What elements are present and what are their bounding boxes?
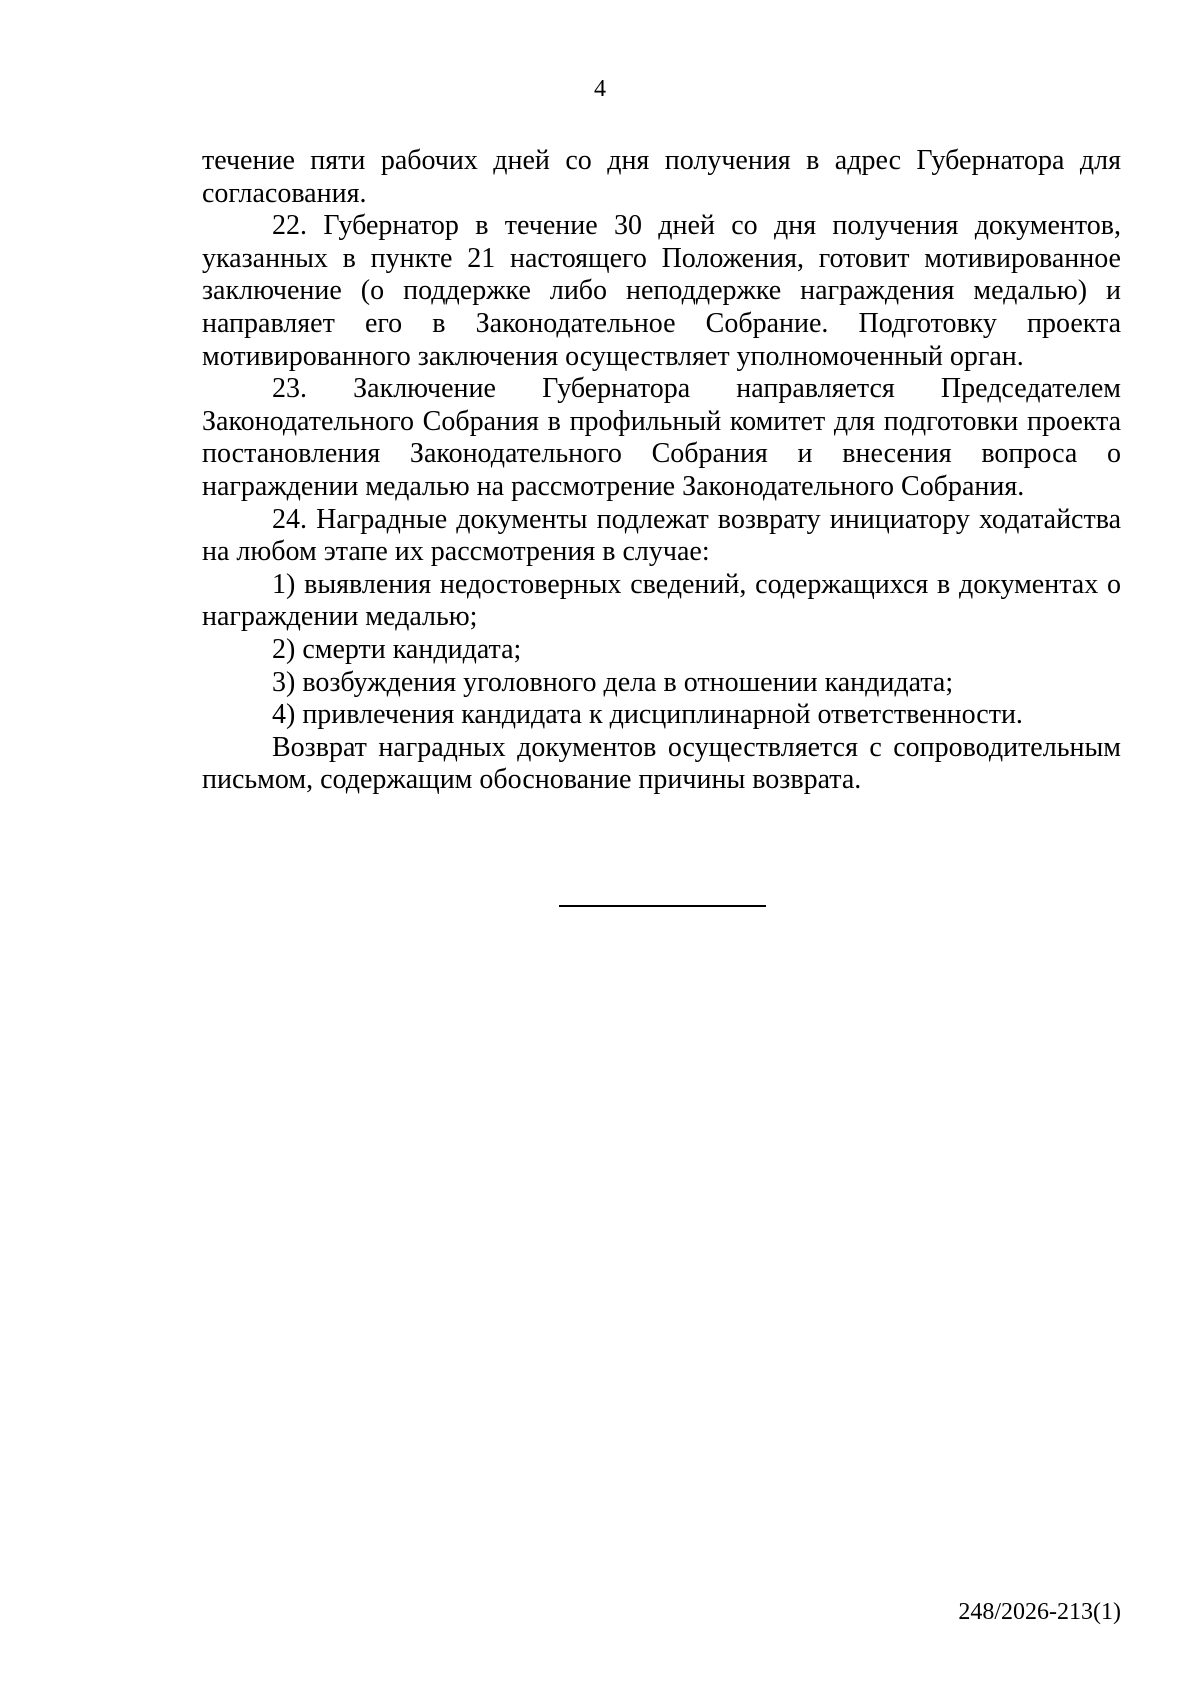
- list-item-4: 4) привлечения кандидата к дисциплинарной ответственности.: [272, 699, 1023, 731]
- paragraph-item-22: 22. Губернатор в течение 30 дней со дня получения документов, указанных в пункте 21 настоящего Положения, готовит мотивированное заключение (о поддержке либо неподдержке награждения медалью) и направляет его в Законодательное Собрание. Подготовку проекта мотивированного заключения осуществляет уполномоченный орган.: [202, 210, 1121, 372]
- paragraph-return-note: Возврат наградных документов осуществляется с сопроводительным письмом, содержащим обоснование причины возврата.: [202, 731, 1121, 796]
- document-code: 248/2026-213(1): [958, 1599, 1121, 1625]
- end-divider: [559, 905, 766, 907]
- page-number: 4: [594, 76, 606, 102]
- list-item-2: 2) смерти кандидата;: [272, 633, 522, 665]
- paragraph-item-23: 23. Заключение Губернатора направляется Председателем Законодательного Собрания в профильный комитет для подготовки проекта постановления Законодательного Собрания и внесения вопроса о награждении медалью на рассмотрение Законодательного Собрания.: [202, 373, 1121, 502]
- list-item-3: 3) возбуждения уголовного дела в отношении кандидата;: [272, 666, 954, 698]
- paragraph-item-24: 24. Наградные документы подлежат возврату инициатору ходатайства на любом этапе их рассмотрения в случае:: [202, 503, 1121, 568]
- list-item-1: 1) выявления недостоверных сведений, содержащихся в документах о награждении медалью;: [202, 568, 1121, 633]
- document-body: [202, 145, 1121, 797]
- paragraph-continuation: течение пяти рабочих дней со дня получения в адрес Губернатора для согласования.: [202, 145, 1121, 209]
